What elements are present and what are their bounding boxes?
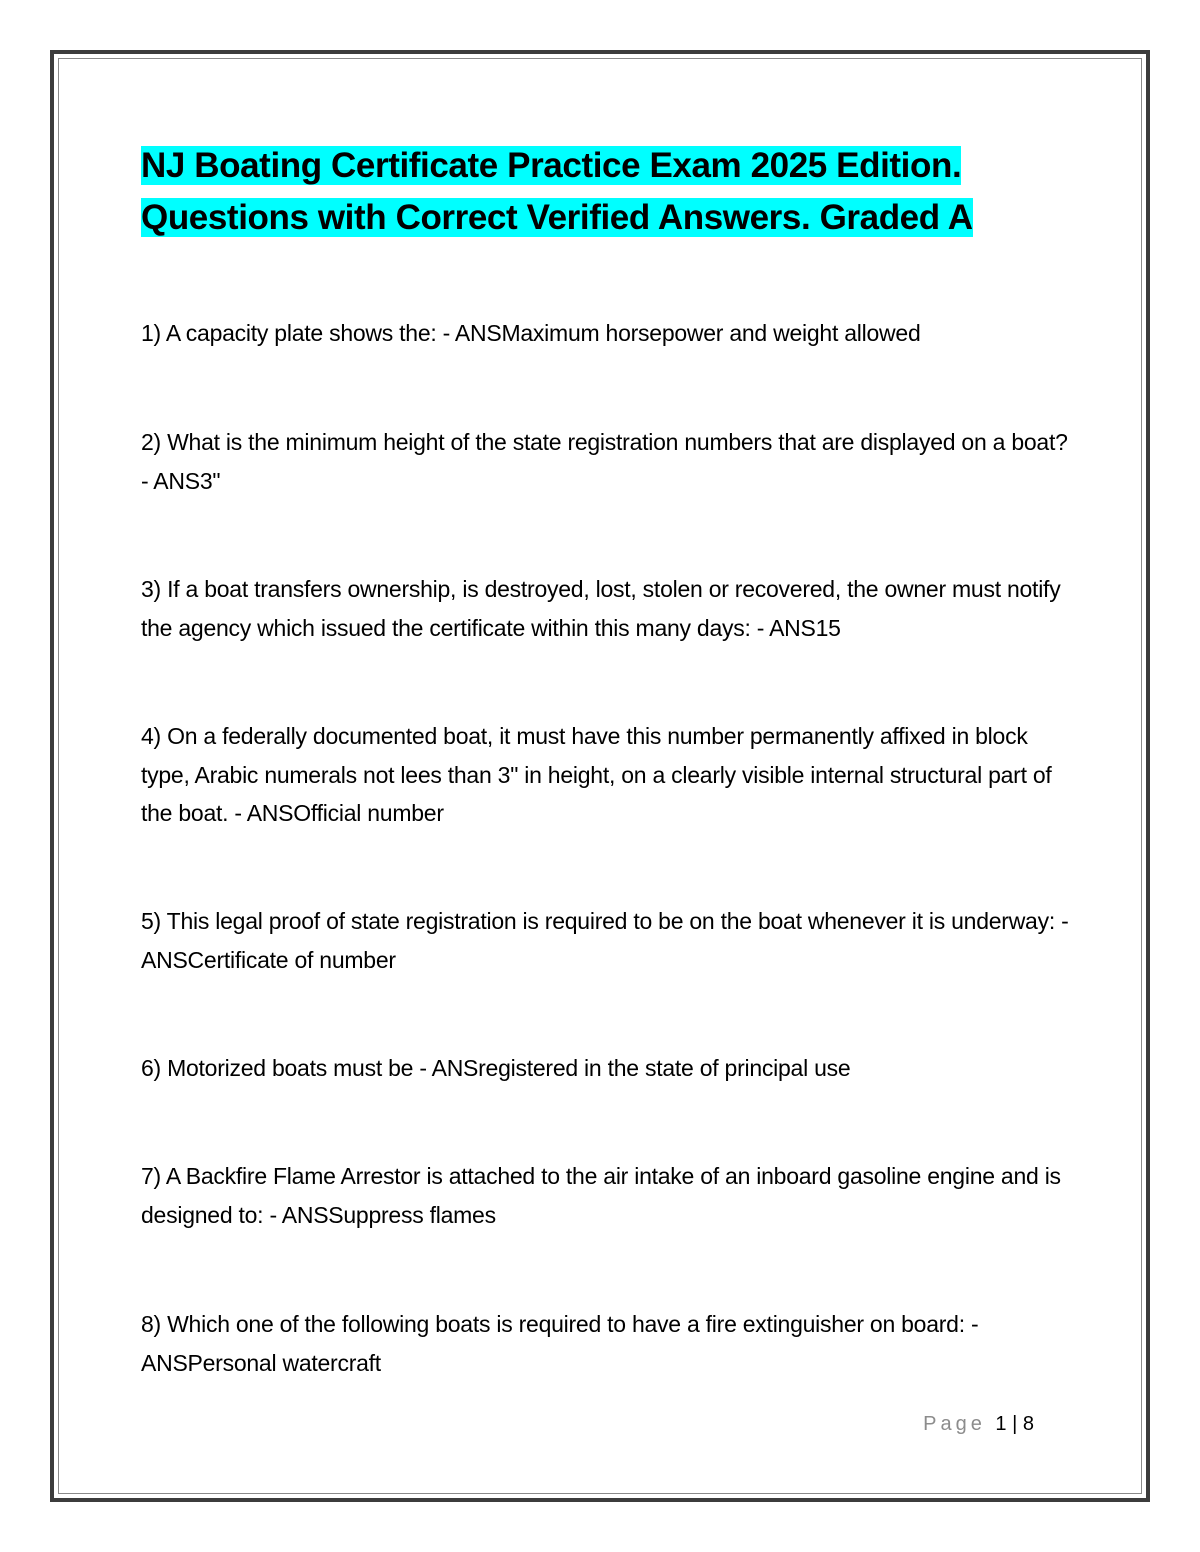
question-item-4: 4) On a federally documented boat, it must have this number permanently affixed in block type, Arabic numerals not lees than 3" in height, on a clearly visible internal structural part of the boat. - ANSOfficial number — [141, 723, 1052, 827]
question-item-5: 5) This legal proof of state registration is required to be on the boat whenever it is underway: - ANSCertificate of number — [141, 908, 1069, 973]
question-item-2: 2) What is the minimum height of the state registration numbers that are displayed on a boat? - ANS3" — [141, 429, 1068, 494]
question-item-6: 6) Motorized boats must be - ANSregistered in the state of principal use — [141, 1055, 851, 1081]
footer-separator: | — [1012, 1413, 1018, 1435]
question-item-7: 7) A Backfire Flame Arrestor is attached to the air intake of an inboard gasoline engine and is designed to: - ANSSuppress flames — [141, 1163, 1061, 1228]
question-item-8: 8) Which one of the following boats is required to have a fire extinguisher on board: - ANSPersonal watercraft — [141, 1311, 979, 1376]
footer-total-pages: 8 — [1022, 1413, 1034, 1435]
document-title — [141, 140, 1101, 244]
footer-current-page: 1 — [995, 1413, 1007, 1435]
title-line-1: NJ Boating Certificate Practice Exam 2025 Edition. — [141, 146, 962, 185]
question-item-1: 1) A capacity plate shows the: - ANSMaximum horsepower and weight allowed — [141, 320, 921, 346]
question-item-3: 3) If a boat transfers ownership, is destroyed, lost, stolen or recovered, the owner must notify the agency which issued the certificate within this many days: - ANS15 — [141, 576, 1061, 641]
footer-page-word: Page — [923, 1413, 986, 1435]
page-footer — [923, 1409, 1034, 1439]
title-line-2: Questions with Correct Verified Answers. Graded A — [141, 198, 973, 237]
